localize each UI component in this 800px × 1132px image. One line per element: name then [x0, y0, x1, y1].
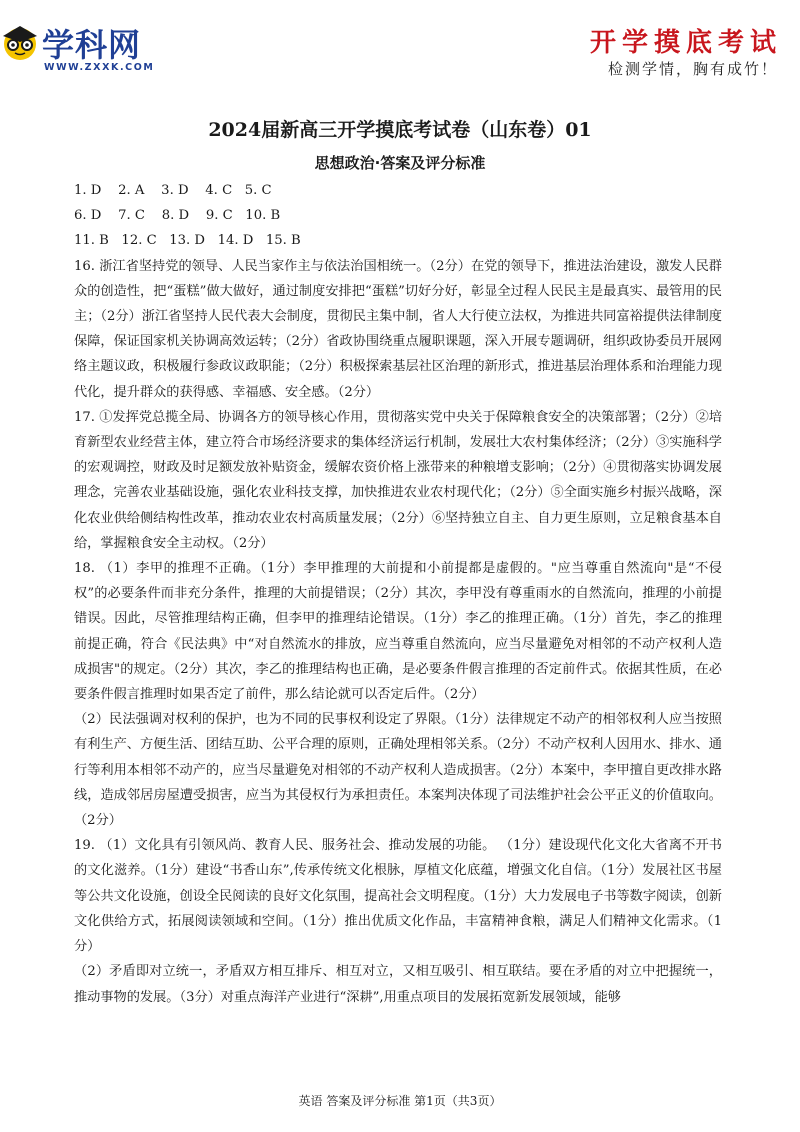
answer-paragraph: 16. 浙江省坚持党的领导、人民当家作主与依法治国相统一。（2分）在党的领导下，推进法治建设，激发人民群众的创造性，把“蛋糕”做大做好，通过制度安排把“蛋糕”切好分好，彰显全过程人民民主是最真实、最管用的民主；（2分）浙江省坚持人民代表大会制度，贯彻民主集中制，省人大行使立法权，为推进共同富裕提供法律制度保障，保证国家机关协调高效运转；（2分）省政协围绕重点履职课题，深入开展专题调研，组织政协委员开展网络主题议政，积极履行参政议政职能；（2分）积极探索基层社区治理的新形式，推进基层治理体系和治理能力现代化，提升群众的获得感、幸福感、安全感。（2分）: [74, 258, 722, 400]
brand-title: 开学摸底考试: [589, 28, 782, 58]
page-header: [0, 0, 800, 90]
document-subtitle: 思想政治·答案及评分标准: [314, 154, 486, 172]
page-footer: 英语 答案及评分标准 第1页（共3页）: [298, 1094, 502, 1108]
mc-answer-row: 11. B 12. C 13. D 14. D 15. B: [74, 233, 301, 249]
zxxk-mascot-icon: [0, 22, 40, 62]
document-title: 2024届新高三开学摸底考试卷（山东卷）01: [208, 119, 592, 141]
answer-content: [74, 178, 722, 1010]
answer-paragraph: 19. （1）文化具有引领风尚、教育人民、服务社会、推动发展的功能。 （1分）建设现代化文化大省离不开书的文化滋养。（1分）建设“书香山东”,传承传统文化根脉，厚植文化底蕴，增强文化自信。（1分）发展社区书屋等公共文化设施，创设全民阅读的良好文化氛围，提高社会文明程度。（1分）大力发展电子书等数字阅读，创新文化供给方式，拓展阅读领域和空间。（1分）推出优质文化作品，丰富精神食粮，满足人们精神文化需求。（1分）: [74, 838, 722, 955]
logo-url: WWW.ZXXK.COM: [44, 62, 155, 73]
brand-slogan: 检测学情，胸有成竹！: [607, 60, 778, 78]
answer-paragraph: （2）矛盾即对立统一，矛盾双方相互排斥、相互对立，又相互吸引、相互联结。要在矛盾的对立中把握统一，推动事物的发展。（3分）对重点海洋产业进行“深耕”,用重点项目的发展拓宽新发展领域，能够: [74, 964, 722, 1005]
mc-answer-row: 6. D 7. C 8. D 9. C 10. B: [74, 208, 281, 224]
answer-paragraph: 18. （1）李甲的推理不正确。（1分）李甲推理的大前提和小前提都是虚假的。"应当尊重自然流向"是“不侵权”的必要条件而非充分条件，推理的大前提错误；（2分）其次，李甲没有尊重雨水的自然流向，推理的小前提错误。因此，尽管推理结构正确，但李甲的推理结论错误。（1分）李乙的推理正确。（1分）首先，李乙的推理前提正确，符合《民法典》中“对自然流水的排放，应当尊重自然流向，应当尽量避免对相邻的不动产权利人造成损害"的规定。（2分）其次，李乙的推理结构也正确，是必要条件假言推理的否定前件式。依据其性质，在必要条件假言推理时如果否定了前件，那么结论就可以否定后件。（2分）: [74, 561, 722, 703]
answer-paragraph: 17. ①发挥党总揽全局、协调各方的领导核心作用，贯彻落实党中央关于保障粮食安全的决策部署；（2分）②培育新型农业经营主体，建立符合市场经济要求的集体经济运行机制，发展壮大农村集体经济；（2分）③实施科学的宏观调控，财政及时足额发放补贴资金，缓解农资价格上涨带来的种粮增支影响；（2分）④贯彻落实协调发展理念，完善农业基础设施，强化农业科技支撑，加快推进农业农村现代化；（2分）⑤全面实施乡村振兴战略，深化农业供给侧结构性改革，推动农业农村高质量发展；（2分）⑥坚持独立自主、自力更生原则，立足粮食基本自给，掌握粮食安全主动权。（2分）: [74, 409, 722, 551]
answer-paragraph: （2）民法强调对权利的保护，也为不同的民事权利设定了界限。（1分）法律规定不动产的相邻权利人应当按照有利生产、方便生活、团结互助、公平合理的原则，正确处理相邻关系。（2分）不动产权利人因用水、排水、通行等利用本相邻不动产的，应当尽量避免对相邻的不动产权利人造成损害。（2分）本案中，李甲擅自更改排水路线，造成邻居房屋遭受损害，应当为其侵权行为承担责任。本案判决体现了司法维护社会公平正义的价值取向。（2分）: [74, 712, 722, 829]
mc-answer-row: 1. D 2. A 3. D 4. C 5. C: [74, 183, 272, 198]
logo-text: 学科网: [42, 26, 142, 64]
